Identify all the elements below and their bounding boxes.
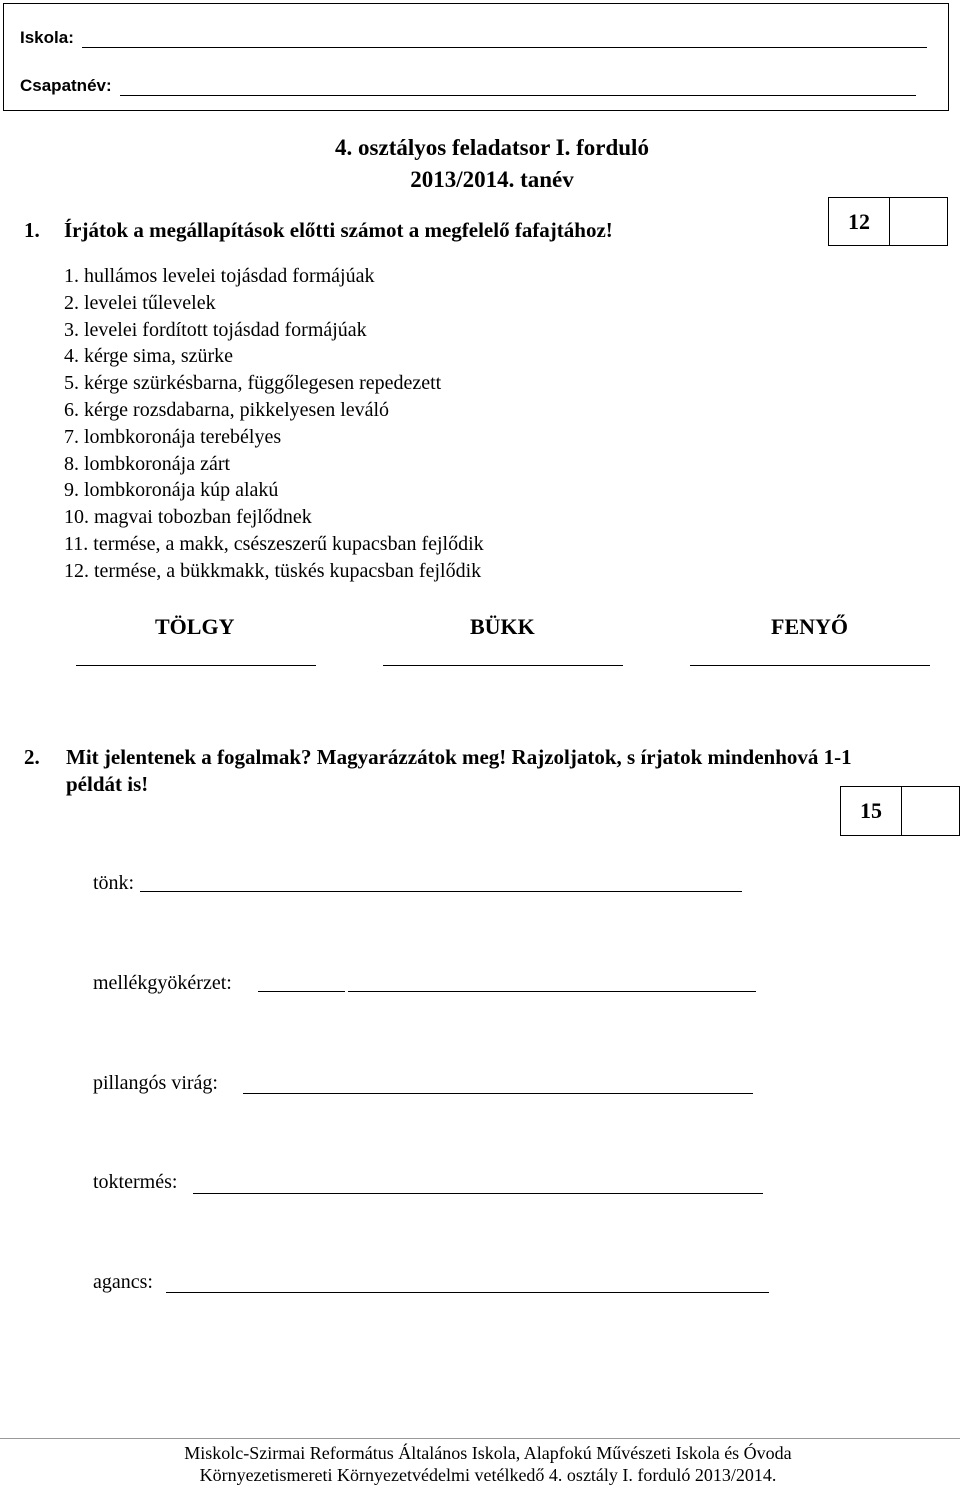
- property-list: [64, 263, 484, 585]
- task2-number: 2.: [24, 745, 40, 769]
- species-beech: BÜKK: [470, 614, 535, 639]
- term-mellekgyokerzet: mellékgyökérzet:: [93, 972, 232, 994]
- footer-line2: [0, 1465, 960, 1486]
- term-tonk: tönk:: [93, 872, 135, 894]
- title-line2: 2013/2014. tanév: [410, 167, 574, 192]
- list-item: 5. kérge szürkésbarna, függőlegesen repedezett: [64, 372, 442, 395]
- team-input-line[interactable]: [120, 77, 916, 96]
- answer-line-agancs[interactable]: [166, 1292, 769, 1293]
- answer-line-pillangos-virag[interactable]: [243, 1093, 753, 1094]
- task2-points: 15: [841, 787, 902, 835]
- answer-line-oak[interactable]: [76, 665, 316, 666]
- term-toktermes: toktermés:: [93, 1171, 178, 1193]
- task1-instruction: Írjátok a megállapítások előtti számot a megfelelő fafajtához!: [64, 218, 613, 242]
- species-oak: TÖLGY: [155, 614, 235, 639]
- list-item: 10. magvai tobozban fejlődnek: [64, 506, 312, 529]
- school-row: [20, 28, 927, 48]
- page-subtitle: [0, 167, 960, 193]
- task2-instruction-line1: Mit jelentenek a fogalmak? Magyarázzátok meg! Rajzoljatok, s írjatok mindenhová 1-1: [66, 745, 852, 769]
- task2-score-box: [840, 786, 960, 836]
- page-title: [0, 135, 960, 161]
- task1-score-box: [828, 197, 948, 246]
- footer-line1: [0, 1443, 960, 1464]
- footer-event: Környezetismereti Környezetvédelmi vetélkedő 4. osztály I. forduló 2013/2014.: [199, 1465, 777, 1485]
- term-agancs: agancs:: [93, 1271, 153, 1293]
- list-item: 2. levelei tűlevelek: [64, 291, 216, 314]
- answer-line-mellekgyokerzet-a[interactable]: [258, 991, 345, 992]
- list-item: 11. termése, a makk, csészeszerű kupacsban fejlődik: [64, 532, 484, 555]
- task2-instruction-line2: példát is!: [66, 772, 149, 796]
- list-item: 6. kérge rozsdabarna, pikkelyesen leváló: [64, 398, 390, 421]
- answer-line-toktermes[interactable]: [193, 1193, 763, 1194]
- list-item: 9. lombkoronája kúp alakú: [64, 479, 279, 502]
- task1-score-field[interactable]: [890, 198, 947, 245]
- answer-line-tonk[interactable]: [140, 891, 742, 892]
- list-item: 1. hullámos levelei tojásdad formájúak: [64, 265, 375, 287]
- team-label: Csapatnév:: [20, 76, 112, 95]
- term-pillangos-virag: pillangós virág:: [93, 1072, 218, 1094]
- list-item: 7. lombkoronája terebélyes: [64, 425, 282, 448]
- task1-number: 1.: [24, 218, 40, 242]
- school-input-line[interactable]: [82, 29, 927, 48]
- list-item: 8. lombkoronája zárt: [64, 452, 231, 475]
- task2-score-field[interactable]: [902, 787, 959, 835]
- list-item: 4. kérge sima, szürke: [64, 345, 234, 368]
- species-pine: FENYŐ: [771, 614, 848, 639]
- answer-line-mellekgyokerzet-b[interactable]: [348, 991, 756, 992]
- answer-line-pine[interactable]: [690, 665, 930, 666]
- footer-divider: [0, 1438, 960, 1439]
- team-row: [20, 76, 916, 96]
- list-item: 12. termése, a bükkmakk, tüskés kupacsban fejlődik: [64, 559, 482, 582]
- footer-school: Miskolc-Szirmai Református Általános Iskola, Alapfokú Művészeti Iskola és Óvoda: [184, 1443, 792, 1463]
- task1-points: 12: [829, 198, 890, 245]
- answer-line-beech[interactable]: [383, 665, 623, 666]
- list-item: 3. levelei fordított tojásdad formájúak: [64, 318, 367, 341]
- title-line1: 4. osztályos feladatsor I. forduló: [335, 135, 649, 160]
- header-box: [3, 3, 949, 111]
- school-label: Iskola:: [20, 28, 74, 47]
